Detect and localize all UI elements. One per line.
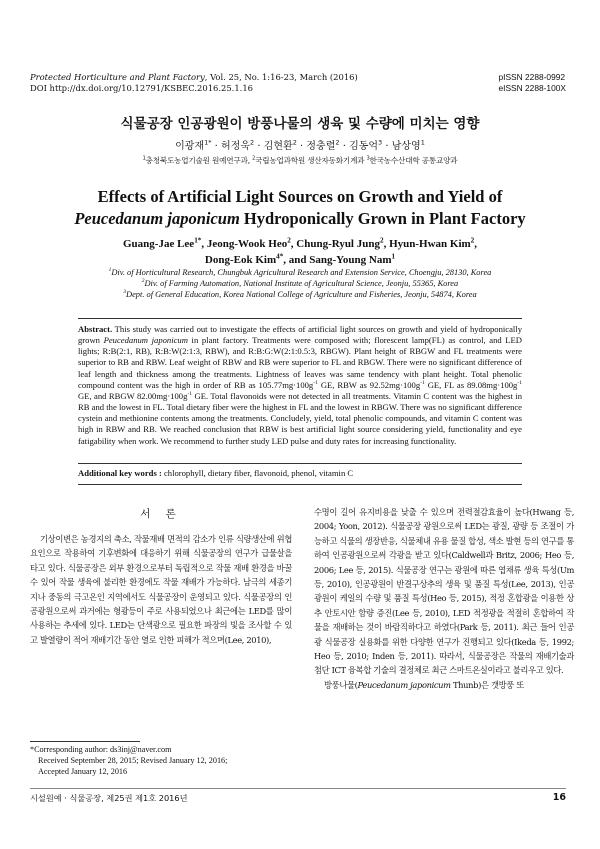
korean-author: 남상영$^1$	[391, 138, 425, 152]
footnote	[30, 744, 227, 777]
abstract-top-rule	[78, 318, 522, 319]
corresponding-author[interactable]: *Corresponding author: ds3inj@naver.com	[30, 745, 172, 754]
footnote-rule	[30, 741, 140, 742]
page-footer	[30, 793, 566, 804]
korean-authors: 이광재$^{1*}$ · 허정욱$^2$ · 김현환$^2$ · 정충렬$^2$ · 김동억$^3$ · 남상영$^1$	[175, 138, 425, 152]
korean-title: 식물공장 인공광원이 방풍나물의 생육 및 수량에 미치는 영향	[120, 116, 480, 132]
species-name: Peucedanum japonicum	[74, 209, 240, 228]
abstract-label: Abstract.	[78, 324, 113, 334]
page-number: 16	[552, 792, 566, 803]
english-affiliations: $^1$Div. of Horticultural Research, Chungbuk Agricultural Research and Extension Service, Choengju, 28130, Korea $^2$Div. of Farming Automation, National Institute of Agricultural Science, Jeonju, 55365, Korea $^3$Dept. of General Education, Korea National College of Agriculture and Fisheries, Jeonju, 54874, Korea	[108, 267, 492, 299]
journal-header	[30, 72, 358, 94]
citation-details: , Vol. 25, No. 1:16-23, March (2016)	[204, 72, 358, 82]
body-column-left	[30, 532, 292, 647]
eissn: eISSN 2288-100X	[498, 83, 566, 93]
korean-author: 정충렬$^2$	[306, 138, 340, 152]
intro-paragraph: 방풍나물(Peucedanum japonicum Thunb)은 갯방풍 또	[324, 679, 524, 690]
issn-block	[498, 72, 566, 94]
body-column-right	[314, 505, 574, 692]
keywords-label: Additional key words :	[78, 468, 162, 478]
english-authors: Guang-Jae Lee$^{1*}$, Jeong-Wook Heo$^2$, Chung-Ryul Jung$^2$, Hyun-Hwan Kim$^2$, Dong-Eok Kim$^{4*}$, and Sang-Young Nam$^1$	[123, 236, 477, 266]
abstract: Abstract. This study was carried out to investigate the effects of artificial light sources on growth and yield of hydroponically grown Peucedanum japonicum in plant factory. Treatments were composed with; florescent lamp(FL) as control, and LED lights; R:B(2:1, RB), R:B:W(2:1:3, RBW), and R:B:G:W(2:1:0.5:3, RBGW). Plant height of RBGW and FL treatments were superior to RB and RBW. Leaf weight of RBW and RB were superior to FL and RBGW. There were no significant difference of leaf length and thickness among the treatments. Lightness of leaves was same tendency with plant height. Total phenolic compound content was the high in order of RB as $105.77mg\cdot 100g^{-1}$ GE, RBW as $92.52mg\cdot 100g^{-1}$ GE, FL as $89.08mg\cdot 100g^{-1}$ GE, and RBGW $82.00mg\cdot 100g^{-1}$ GE. Total flavonoids were not detected in all treatments. Vitamin C content was the highest in RB and the lowest in FL. Total dietary fiber were the highest in FL and the lowest in RBGW. There was no significant difference cystein and methionine contents among the treatments. Concludely, yield, total phenolic compounds, and vitamin C content was high in RBW and RB. We reached conclusion that RBW is best artificial light source considering yield, functionality and eye fatigability when work. We recommend to further study LED pulse and duty rates for increasing functionality.	[78, 324, 523, 446]
intro-paragraph: 수명이 길어 유지비용을 낮출 수 있으며 전력절감효율이 높다(Hwang 등, 2004; Yoon, 2012). 식물공장 광원으로써 LED는 광질, 광량 등 조절이 가능하고 식물의 생장반응, 식물체내 유용 물질 합성, 색소 발현 등의 연구를 통하여 인공광원으로써 각광을 받고 있다(Caldwell과 Britz, 2006; Heo 등, 2006; Lee 등, 2015). 식물공장 연구는 광원에 따른 엽채류 생육 특성(Um 등, 2010), 인공광원이 반결구상추의 생육 및 품질 특성(Lee, 2013), 인공광원이 케일의 수량 및 품질 특성(Heo 등, 2015), 적정 혼합광을 이용한 상추 안토시안 함량 증진(Lee 등, 2010), LED 적정광을 적절히 혼합하여 작물을 재배하는 것이 바람직하다고 하였다(Park 등, 2011). 최근 들어 인공광 식물공장 실용화를 위한 다양한 연구가 진행되고 있다(Ikeda 등, 1992; Heo 등, 2010; Inden 등, 2011). 따라서, 식물공장은 작물의 재배기술과 첨단 ICT 융복합 기술의 결정체로 최근 스마트온실이라고 불리우고 있다.	[314, 507, 574, 676]
keywords: Additional key words : chlorophyll, dietary fiber, flavonoid, phenol, vitamin C	[78, 468, 354, 478]
journal-name: Protected Horticulture and Plant Factory	[30, 72, 205, 82]
section-heading-introduction: 서 론	[140, 508, 182, 520]
keywords-rule	[78, 484, 522, 485]
korean-author: 허정욱$^2$	[221, 138, 255, 152]
page-footer-rule	[30, 788, 566, 789]
intro-paragraph: 기상이변은 농경지의 축소, 작물재배 면적의 감소가 인류 식량생산에 위협요인으로 작용하여 기후변화에 대응하기 위해 식물공장의 연구가 급물살을 타고 있다. 식물공장은 외부 환경으로부터 독립적으로 작물 재배 환경을 바꿀 수 있어 작물 생육에 불리한 환경에도 작물 재배가 가능하다. 남극의 세종기지나 중동의 극고온인 지역에서도 식물공장이 운영되고 있다. 식물공장의 인공광원으로써 과거에는 형광등이 주로 사용되었으나 최근에는 LED를 많이 사용하는 추세에 있다. LED는 단색광으로 필요한 파장의 빛을 조사할 수 있고 발열량이 적어 재배기간 동안 열로 인한 피해가 적으며(Lee, 2010),	[30, 534, 292, 645]
english-title: Effects of Artificial Light Sources on Growth and Yield of Peucedanum japonicum Hydroponically Grown in Plant Factory	[74, 187, 526, 228]
korean-affiliations: $^1$충청북도농업기술원 원예연구과, $^2$국립농업과학원 생산자동화기계과 $^3$한국농수산대학 공통교양과	[142, 155, 458, 165]
abstract-bottom-rule	[78, 463, 522, 464]
doi-line[interactable]: DOI http://dx.doi.org/10.12791/KSBEC.2016.25.1.16	[30, 83, 253, 93]
received-date: Received September 28, 2015; Revised January 12, 2016;	[38, 756, 228, 765]
accepted-date: Accepted January 12, 2016	[38, 767, 128, 776]
korean-author: 김현환$^2$	[263, 138, 297, 152]
citation-line	[30, 72, 358, 83]
pissn: pISSN 2288-0992	[498, 72, 566, 82]
footer-journal: 시설원예 · 식물공장, 제25권 제1호 2016년	[30, 793, 188, 803]
korean-author: 김동억$^3$	[349, 138, 383, 152]
korean-author: 이광재$^{1*}$	[175, 138, 212, 152]
